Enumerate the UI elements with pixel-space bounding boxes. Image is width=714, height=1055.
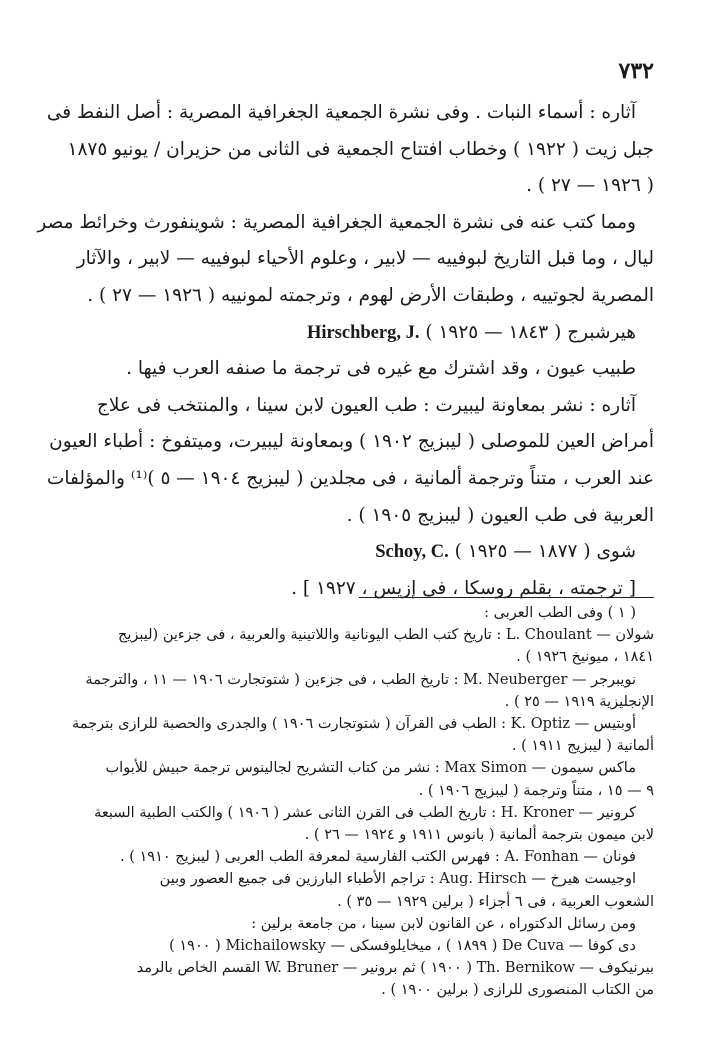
footnote-line: ألمانية ( ليبزيج ١٩١١ ) . [511,738,654,755]
entry-arabic-name: شوى ( ١٨٧٧ — ١٩٢٥ ) [454,541,636,563]
footnotes [70,602,654,1002]
text-line: آثاره : أسماء النبات . وفى نشرة الجمعية الجغرافية المصرية : أصل النفط فى [46,102,636,123]
text-line: عند العرب ، متناً وترجمة ألمانية ، فى مجلدين ( ليبزيج ١٩٠٤ — ٥ )⁽¹⁾ والمؤلفات [46,467,654,489]
text-line: آثاره : نشر بمعاونة ليبيرت : طب العيون لابن سينا ، والمنتخب فى علاج [96,394,636,416]
text-line: [ ترجمته ، بقلم روسكا ، فى إزيس ، ١٩٢٧ ] . [291,577,636,599]
page-number: ٧٣٢ [618,58,654,84]
text-line: العربية فى طب العيون ( ليبزيج ١٩٠٥ ) . [346,504,654,526]
footnote-line: من الكتاب المنصورى للرازى ( برلين ١٩٠٠ ) . [381,982,654,999]
footnote-line: ماكس سيمون — Max Simon : نشر من كتاب التشريح لجالينوس ترجمة حبيش للأبواب [105,760,636,777]
text-line: المصرية لجوتييه ، وطبقات الأرض لهوم ، وترجمته لمونييه ( ١٩٢٦ — ٢٧ ) . [87,284,654,306]
footnote-line: نويبرجر — M. Neuberger : تاريخ الطب ، فى جزءين ( شتوتجارت ١٩٠٦ — ١١ ، والترجمة [85,671,636,688]
text-line: أمراض العين للموصلى ( ليبزيج ١٩٠٢ ) وبمعاونة ليبيرت، وميتفوخ : أطباء العيون [49,431,654,453]
footnote-line: الشعوب العربية ، فى ٦ أجزاء ( برلين ١٩٢٩ — ٣٥ ) . [337,893,654,910]
footnote-line: شولان — L. Choulant : تاريخ كتب الطب اليونانية واللاتينية والعربية ، فى جزءين (ليبزيج [117,627,654,644]
biography-entry-heading [70,534,654,571]
footnote-line: كرونير — H. Kroner : تاريخ الطب فى القرن الثانى عشر ( ١٩٠٦ ) والكتب الطبية السبعة [94,804,636,821]
text-line: ومما كتب عنه فى نشرة الجمعية الجغرافية المصرية : شوينفورث وخرائط مصر [37,211,636,233]
text-line: ( ١٩٢٦ — ٢٧ ) . [526,175,654,197]
footnote-line: ٩ — ١٥ ، متناً وترجمة ( ليبزيج ١٩٠٦ ) . [418,782,654,799]
footnote-separator [359,597,654,598]
entry-arabic-name: هيرشبرج ( ١٨٤٣ — ١٩٢٥ ) [425,321,636,343]
entry-latin-name: Schoy, C. [375,542,449,563]
text-line: جبل زيت ( ١٩٢٢ ) وخطاب افتتاح الجمعية فى الثانى من حزيران / يونيو ١٨٧٥ [67,138,654,160]
footnote-line: اوجيست هيرخ — Aug. Hirsch : تراجم الأطباء البارزين فى جميع العصور وبين [159,871,636,888]
text-line: طبيب عيون ، وقد اشترك مع غيره فى ترجمة ما صنفه العرب فيها . [126,358,636,380]
text-line: ليال ، وما قبل التاريخ لبوفييه — لابير ، وعلوم الأحياء لبوفييه — لابير ، والآثار [76,248,654,270]
footnote-line: الإنجليزية ١٩١٩ — ٢٥ ) . [504,693,654,710]
footnote-line: ( ١ ) وفى الطب العربى : [484,605,636,621]
main-text [37,95,654,607]
entry-latin-name: Hirschberg, J. [306,322,420,343]
footnote-line: لابن ميمون بترجمة ألمانية ( بانوس ١٩١١ و ١٩٢٤ — ٢٦ ) . [304,827,654,844]
footnote-line: دى كوفا — De Cuva ( ١٨٩٩ ) ، ميخايلوفسكى — Michailowsky ( ١٩٠٠ ) [169,938,636,955]
footnote-line: فونان — A. Fonhan : فهرس الكتب الفارسية لمعرفة الطب العربى ( ليبزيج ١٩١٠ ) . [120,849,636,866]
footnote-line: بيرنيكوف — Th. Bernikow ( ١٩٠٠ ) ثم برونير — W. Bruner القسم الخاص بالرمد [136,960,654,977]
footnote-line: أوبتيس — K. Optiz : الطب فى القرآن ( شتوتجارت ١٩٠٦ ) والجدرى والحصبة للرازى بترجمة [72,716,636,733]
footnote-line: ١٨٤١ ، ميونيخ ١٩٢٦ ) . [516,649,654,666]
biography-entry-heading [70,315,654,352]
footnote-line: ومن رسائل الدكتوراه ، عن القانون لابن سينا ، من جامعة برلين : [251,915,636,932]
